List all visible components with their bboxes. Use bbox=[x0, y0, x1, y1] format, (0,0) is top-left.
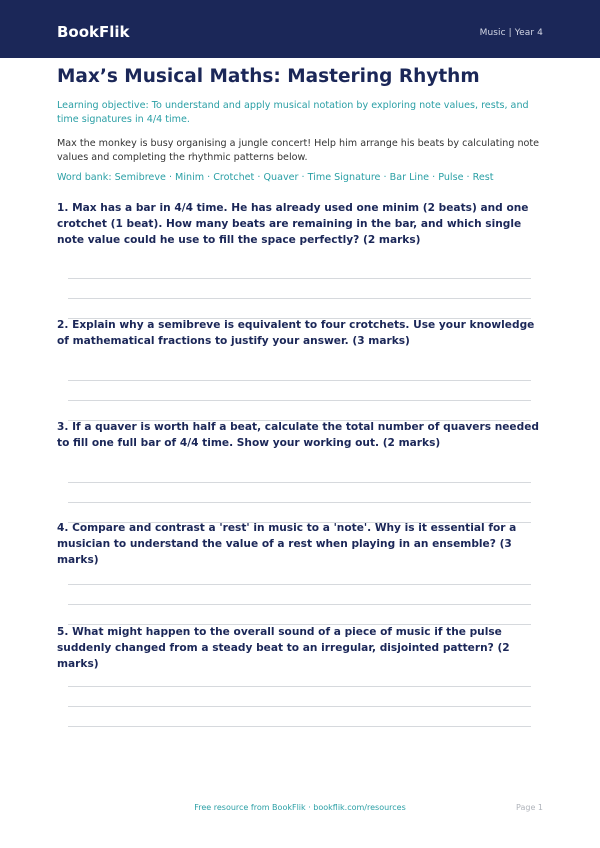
question-5: 5. What might happen to the overall sound of a piece of music if the pulse suddenly changed from a steady beat to an irregular, disjointed pattern? (2 marks) bbox=[57, 626, 510, 670]
header-bar bbox=[0, 0, 600, 58]
answer-line[interactable] bbox=[68, 400, 531, 401]
word-bank: Word bank: Semibreve · Minim · Crotchet · Quaver · Time Signature · Bar Line · Pulse · Rest bbox=[57, 172, 494, 183]
intro-text: Max the monkey is busy organising a jungle concert! Help him arrange his beats by calculating note values and completing the rhythmic patterns below. bbox=[57, 138, 540, 163]
answer-line[interactable] bbox=[68, 604, 531, 605]
answer-line[interactable] bbox=[68, 278, 531, 279]
answer-line[interactable] bbox=[68, 482, 531, 483]
answer-line[interactable] bbox=[68, 298, 531, 299]
subject-label: Music | Year 4 bbox=[479, 28, 543, 38]
page-number: Page 1 bbox=[516, 803, 543, 812]
question-1: 1. Max has a bar in 4/4 time. He has already used one minim (2 beats) and one crotchet (1 beat). How many beats are remaining in the bar, and which single note value could he use to fill the space perfectly? (2 marks) bbox=[57, 202, 529, 246]
brand-logo[interactable]: BookFlik bbox=[57, 23, 130, 41]
page-title: Max’s Musical Maths: Mastering Rhythm bbox=[57, 66, 480, 87]
answer-line[interactable] bbox=[68, 584, 531, 585]
question-4: 4. Compare and contrast a 'rest' in music to a 'note'. Why is it essential for a musician to understand the value of a rest when playing in an ensemble? (3 marks) bbox=[57, 522, 517, 566]
question-3: 3. If a quaver is worth half a beat, calculate the total number of quavers needed to fill one full bar of 4/4 time. Show your working out. (2 marks) bbox=[57, 421, 539, 449]
answer-line[interactable] bbox=[68, 380, 531, 381]
answer-line[interactable] bbox=[68, 686, 531, 687]
learning-objective: Learning objective: To understand and apply musical notation by exploring note values, rests, and time signatures in 4/4 time. bbox=[57, 100, 529, 125]
answer-line[interactable] bbox=[68, 502, 531, 503]
answer-line[interactable] bbox=[68, 726, 531, 727]
question-2: 2. Explain why a semibreve is equivalent to four crotchets. Use your knowledge of mathematical fractions to justify your answer. (3 marks) bbox=[57, 319, 535, 347]
footer-link[interactable]: Free resource from BookFlik · bookflik.com/resources bbox=[194, 803, 406, 812]
answer-line[interactable] bbox=[68, 706, 531, 707]
